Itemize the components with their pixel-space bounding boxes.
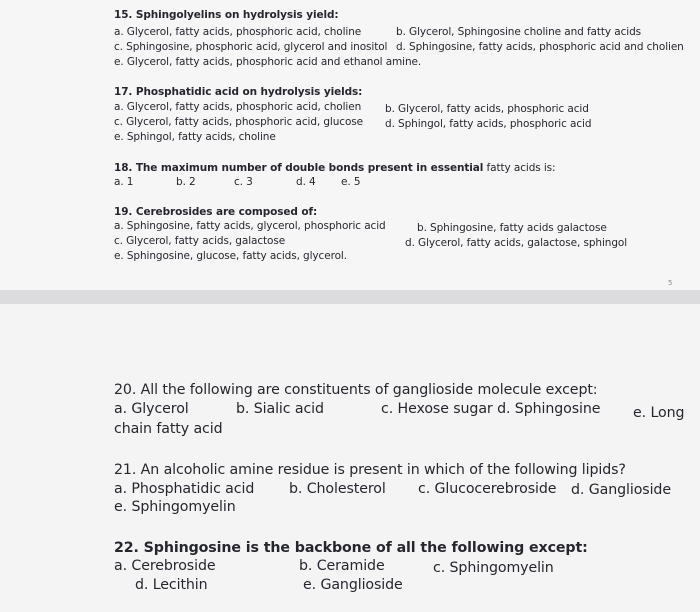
q21-question: 21. An alcoholic amine residue is present in which of the following lipids? <box>114 462 626 478</box>
q20-option-e: e. Long <box>633 405 685 421</box>
q15-question: 15. Sphingolyelins on hydrolysis yield: <box>114 9 339 21</box>
q22-option-c: c. Sphingomyelin <box>433 560 554 576</box>
q19-option-c: c. Glycerol, fatty acids, galactose <box>114 235 286 247</box>
top-page <box>0 0 700 290</box>
q21-option-e: e. Sphingomyelin <box>114 499 236 515</box>
q19-question: 19. Cerebrosides are composed of: <box>114 206 318 218</box>
q15-option-c: c. Sphingosine, phosphoric acid, glycerol and inositol <box>114 41 388 53</box>
q22-option-a: a. Cerebroside <box>114 558 216 574</box>
q15-option-b: b. Glycerol, Sphingosine choline and fatty acids <box>396 26 642 38</box>
q20-option-b: b. Sialic acid <box>236 401 324 417</box>
q17-option-a: a. Glycerol, fatty acids, phosphoric acid, cholien <box>114 101 362 113</box>
bottom-page <box>0 304 700 612</box>
q21-option-d: d. Ganglioside <box>571 482 671 498</box>
q20-question: 20. All the following are constituents of ganglioside molecule except: <box>114 382 598 398</box>
q20-option-a: a. Glycerol <box>114 401 189 417</box>
q19-option-b: b. Sphingosine, fatty acids galactose <box>417 222 607 234</box>
q22-option-d: d. Lecithin <box>135 577 208 593</box>
q18-option-a: a. 1 <box>114 176 134 188</box>
q18-question-rest: fatty acids is: <box>486 162 556 174</box>
page-divider <box>0 290 700 304</box>
q17-option-b: b. Glycerol, fatty acids, phosphoric acid <box>385 103 589 115</box>
q17-option-d: d. Sphingol, fatty acids, phosphoric acid <box>385 118 592 130</box>
page-number: 5 <box>668 279 673 287</box>
q15-option-e: e. Glycerol, fatty acids, phosphoric acid and ethanol amine. <box>114 56 422 68</box>
q22-question: 22. Sphingosine is the backbone of all the following except: <box>114 540 588 556</box>
q20-option-e-continued: chain fatty acid <box>114 421 223 437</box>
q17-option-e: e. Sphingol, fatty acids, choline <box>114 131 276 143</box>
q21-option-c: c. Glucocerebroside <box>418 481 557 497</box>
q18-option-c: c. 3 <box>234 176 253 188</box>
q19-option-d: d. Glycerol, fatty acids, galactose, sphingol <box>405 237 628 249</box>
q19-option-e: e. Sphingosine, glucose, fatty acids, glycerol. <box>114 250 347 262</box>
q21-option-b: b. Cholesterol <box>289 481 386 497</box>
q17-option-c: c. Glycerol, fatty acids, phosphoric acid, glucose <box>114 116 364 128</box>
q18-option-d: d. 4 <box>296 176 316 188</box>
q15-option-a: a. Glycerol, fatty acids, phosphoric acid, choline <box>114 26 362 38</box>
q18-option-b: b. 2 <box>176 176 196 188</box>
q17-question: 17. Phosphatidic acid on hydrolysis yields: <box>114 86 363 98</box>
q18-question <box>114 162 556 174</box>
q18-option-e: e. 5 <box>341 176 361 188</box>
q15-option-d: d. Sphingosine, fatty acids, phosphoric acid and cholien <box>396 41 684 53</box>
q22-option-b: b. Ceramide <box>299 558 385 574</box>
q18-question-bold: 18. The maximum number of double bonds present in essential <box>114 162 484 174</box>
q20-option-c-d: c. Hexose sugar d. Sphingosine <box>381 401 601 417</box>
q22-option-e: e. Ganglioside <box>303 577 403 593</box>
q21-option-a: a. Phosphatidic acid <box>114 481 255 497</box>
q19-option-a: a. Sphingosine, fatty acids, glycerol, phosphoric acid <box>114 220 386 232</box>
